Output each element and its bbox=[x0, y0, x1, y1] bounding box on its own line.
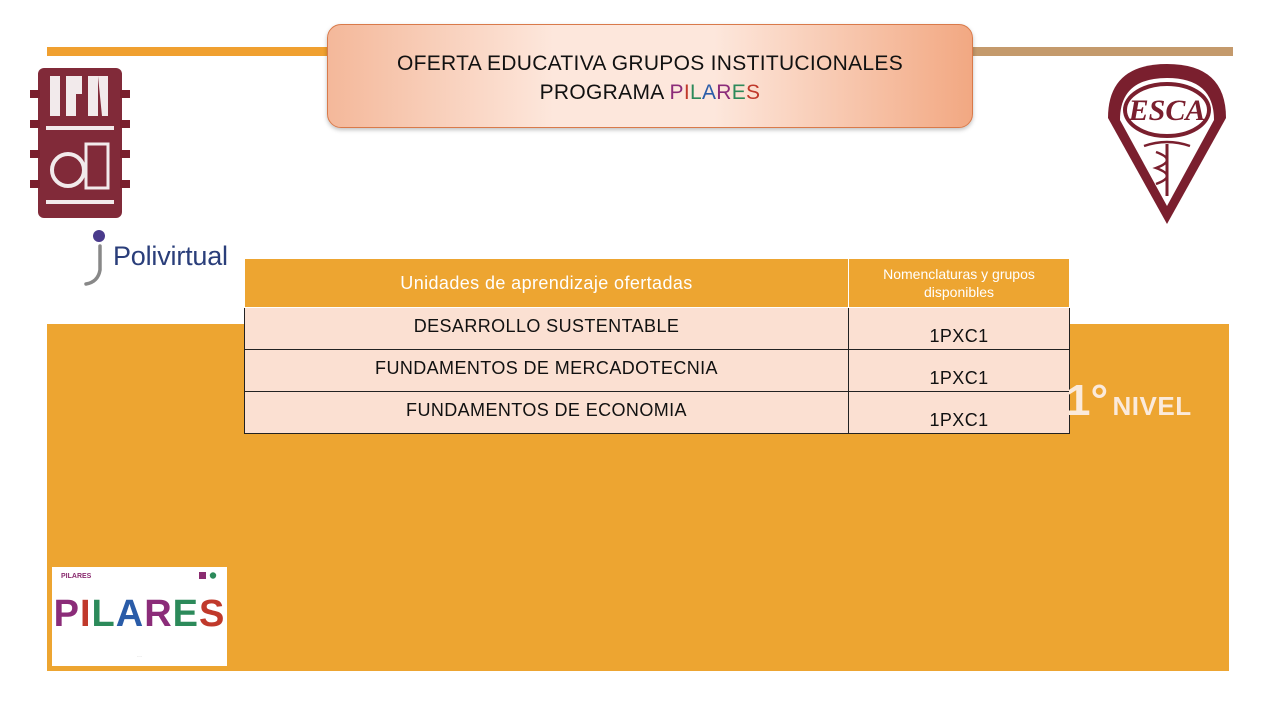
level-number: 1° bbox=[1066, 376, 1109, 425]
title-box bbox=[327, 24, 973, 128]
pilares-letter: I bbox=[683, 81, 690, 104]
group-cell: 1PXC1 bbox=[849, 350, 1070, 392]
svg-text:ESCA: ESCA bbox=[1128, 94, 1206, 127]
group-cell: 1PXC1 bbox=[849, 308, 1070, 350]
pilares-letter: I bbox=[79, 593, 92, 635]
unit-cell: DESARROLLO SUSTENTABLE bbox=[245, 308, 849, 350]
title-line-1: OFERTA EDUCATIVA GRUPOS INSTITUCIONALES bbox=[396, 52, 904, 75]
pilares-letter: A bbox=[701, 81, 717, 104]
courses-table bbox=[244, 258, 1070, 434]
top-rule-right bbox=[970, 47, 1233, 56]
ipn-logo bbox=[28, 60, 132, 228]
table-row bbox=[245, 392, 1070, 434]
level-word: NIVEL bbox=[1112, 391, 1192, 421]
unit-cell: FUNDAMENTOS DE MERCADOTECNIA bbox=[245, 350, 849, 392]
pilares-letter: A bbox=[115, 593, 145, 635]
level-label bbox=[1066, 376, 1192, 426]
pilares-card bbox=[52, 567, 227, 666]
title-line-2-prefix: PROGRAMA bbox=[539, 81, 670, 104]
table-header-row bbox=[245, 259, 1070, 308]
pilares-letter: L bbox=[689, 81, 702, 104]
table-row bbox=[245, 350, 1070, 392]
unit-cell: FUNDAMENTOS DE ECONOMIA bbox=[245, 392, 849, 434]
title-line-2 bbox=[328, 78, 972, 107]
pilares-colored-word bbox=[670, 81, 761, 104]
pilares-letter: E bbox=[731, 81, 747, 104]
column-header-groups: Nomenclaturas y grupos disponibles bbox=[849, 259, 1070, 308]
pilares-letter: R bbox=[716, 81, 732, 104]
table-row bbox=[245, 308, 1070, 350]
pilares-letter: P bbox=[53, 593, 80, 635]
pilares-letter: R bbox=[144, 593, 173, 635]
group-cell: 1PXC1 bbox=[849, 392, 1070, 434]
corner-emblem-icon bbox=[199, 572, 217, 579]
top-rule-left bbox=[47, 47, 337, 56]
pilares-letter: P bbox=[669, 81, 684, 104]
column-header-units: Unidades de aprendizaje ofertadas bbox=[245, 259, 849, 308]
pilares-tagline: .... bbox=[137, 653, 142, 658]
pilares-big-logo bbox=[52, 593, 227, 636]
pilares-letter: L bbox=[91, 593, 116, 635]
pilares-letter: S bbox=[746, 81, 761, 104]
esca-logo bbox=[1104, 60, 1230, 226]
pilares-letter: E bbox=[172, 593, 200, 635]
polivirtual-logo bbox=[84, 228, 229, 286]
pilares-letter: S bbox=[199, 593, 226, 635]
polivirtual-label: Polivirtual bbox=[113, 241, 228, 271]
pilares-small-logo: PILARES bbox=[61, 573, 92, 580]
